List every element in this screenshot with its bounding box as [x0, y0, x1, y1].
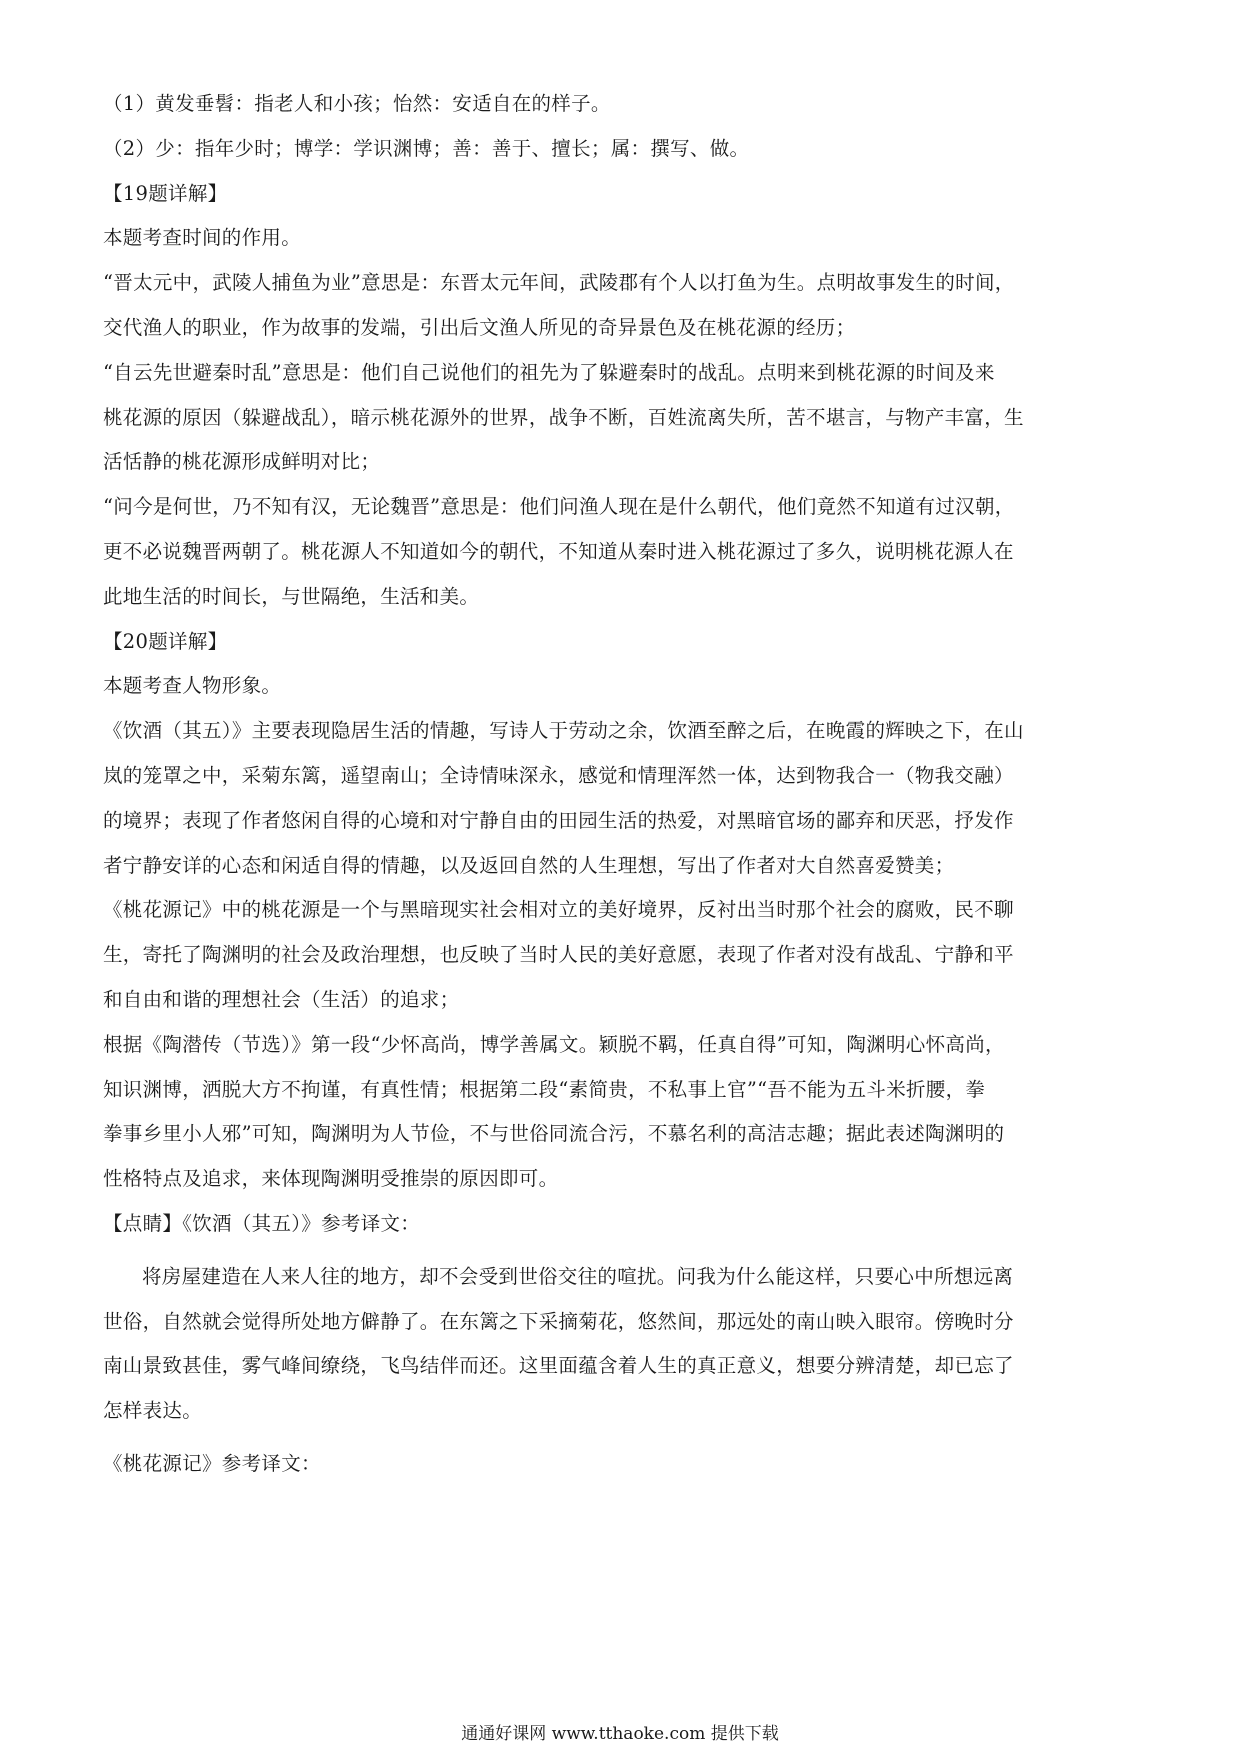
spacer	[103, 1247, 1135, 1255]
paragraph-line: “自云先世避秦时乱”意思是：他们自己说他们的祖先为了躲避秦时的战乱。点明来到桃花源的时间及来	[103, 360, 995, 384]
translation-line: 世俗，自然就会觉得所处地方僻静了。在东篱之下采摘菊花，悠然间，那远处的南山映入眼帘。傍晚时分	[103, 1309, 1014, 1333]
paragraph-line: 拳事乡里小人邪”可知，陶渊明为人节俭，不与世俗同流合污，不慕名利的高洁志趣；据此表述陶渊明的	[103, 1122, 1005, 1146]
paragraph-line: 交代渔人的职业，作为故事的发端，引出后文渔人所见的奇异景色及在桃花源的经历；	[103, 315, 856, 339]
paragraph-line: 本题考查人物形象。	[103, 674, 282, 698]
paragraph-line: 根据《陶潜传（节选）》第一段“少怀高尚，博学善属文。颖脱不羁，任真自得”可知，陶渊明心怀高尚，	[103, 1032, 1005, 1056]
paragraph-line: 者宁静安详的心态和闲适自得的情趣，以及返回自然的人生理想，写出了作者对大自然喜爱赞美；	[103, 853, 955, 877]
paragraph-line: 岚的笼罩之中，采菊东篱，遥望南山；全诗情味深永，感觉和情理浑然一体，达到物我合一（物我交融）	[103, 763, 1014, 787]
paragraph-line: 活恬静的桃花源形成鲜明对比；	[103, 450, 381, 474]
paragraph-line: 生，寄托了陶渊明的社会及政治理想，也反映了当时人民的美好意愿，表现了作者对没有战乱、宁静和平	[103, 943, 1014, 967]
note-heading: 【点睛】《饮酒（其五）》参考译文：	[103, 1211, 421, 1235]
paragraph-line: 的境界；表现了作者悠闲自得的心境和对宁静自由的田园生活的热爱，对黑暗官场的鄙弃和厌恶，抒发作	[103, 808, 1014, 832]
spacer	[103, 1434, 1135, 1442]
paragraph-line: 性格特点及追求，来体现陶渊明受推崇的原因即可。	[103, 1167, 559, 1191]
paragraph-line: 和自由和谐的理想社会（生活）的追求；	[103, 987, 460, 1011]
translation-line: 将房屋建造在人来人往的地方，却不会受到世俗交往的喧扰。问我为什么能这样，只要心中所想远离	[142, 1264, 1014, 1288]
section-heading-20: 【20题详解】	[103, 629, 228, 653]
paragraph-line: 此地生活的时间长，与世隔绝，生活和美。	[103, 584, 480, 608]
paragraph-line: 《饮酒（其五）》主要表现隐居生活的情趣，写诗人于劳动之余，饮酒至醉之后，在晚霞的辉映之下，在山	[103, 719, 1024, 743]
paragraph-line: 《桃花源记》中的桃花源是一个与黑暗现实社会相对立的美好境界，反衬出当时那个社会的腐败，民不聊	[103, 898, 1014, 922]
paragraph-line: 桃花源的原因（躲避战乱），暗示桃花源外的世界，战争不断，百姓流离失所，苦不堪言，与物产丰富，生	[103, 405, 1024, 429]
translation-line: 南山景致甚佳，雾气峰间缭绕，飞鸟结伴而还。这里面蕴含着人生的真正意义，想要分辨清楚，却已忘了	[103, 1354, 1014, 1378]
paragraph-line: “晋太元中，武陵人捕鱼为业”意思是：东晋太元年间，武陵郡有个人以打鱼为生。点明故事发生的时间，	[103, 271, 1015, 295]
paragraph-line: 更不必说魏晋两朝了。桃花源人不知道如今的朝代，不知道从秦时进入桃花源过了多久，说明桃花源人在	[103, 539, 1014, 563]
answer-line-2: （2）少：指年少时；博学：学识渊博；善：善于、擅长；属：撰写、做。	[103, 136, 750, 160]
document-page	[103, 82, 1135, 1487]
paragraph-line: “问今是何世，乃不知有汉，无论魏晋”意思是：他们问渔人现在是什么朝代，他们竟然不知道有过汉朝，	[103, 495, 1015, 519]
page-footer: 通通好课网 www.tthaoke.com 提供下载	[461, 1724, 779, 1744]
section-heading-19: 【19题详解】	[103, 181, 228, 205]
translation-heading: 《桃花源记》参考译文：	[103, 1451, 321, 1475]
answer-line-1: （1）黄发垂髫：指老人和小孩；怡然：安适自在的样子。	[103, 92, 611, 115]
paragraph-line: 知识渊博，洒脱大方不拘谨，有真性情；根据第二段“素简贵，不私事上官”“吾不能为五斗米折腰，拳	[103, 1077, 986, 1101]
paragraph-line: 本题考查时间的作用。	[103, 226, 302, 250]
translation-line: 怎样表达。	[103, 1399, 203, 1423]
